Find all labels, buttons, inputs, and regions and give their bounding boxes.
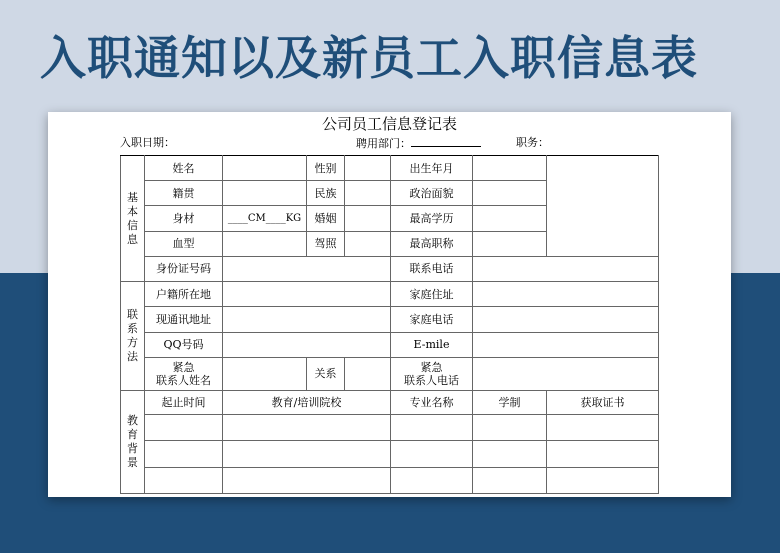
section-contact: 联系方法 bbox=[121, 282, 145, 391]
input-political[interactable] bbox=[473, 181, 547, 206]
label-native-place: 籍贯 bbox=[145, 181, 223, 206]
edu-period-cell[interactable] bbox=[145, 467, 223, 493]
input-title[interactable] bbox=[473, 231, 547, 256]
table-row bbox=[121, 307, 659, 332]
label-emergency-phone: 紧急 联系人电话 bbox=[391, 357, 473, 390]
edu-length-cell[interactable] bbox=[473, 415, 547, 441]
table-row bbox=[121, 467, 659, 493]
table-row bbox=[121, 357, 659, 390]
input-relation[interactable] bbox=[345, 357, 391, 390]
label-home-phone: 家庭电话 bbox=[391, 307, 473, 332]
section-education: 教育背景 bbox=[121, 391, 145, 494]
edu-certificate-cell[interactable] bbox=[547, 467, 659, 493]
input-home-phone[interactable] bbox=[473, 307, 659, 332]
input-ethnicity[interactable] bbox=[345, 181, 391, 206]
edu-school-cell[interactable] bbox=[223, 415, 391, 441]
edu-major-cell[interactable] bbox=[391, 467, 473, 493]
label-body: 身材 bbox=[145, 206, 223, 231]
edu-length-cell[interactable] bbox=[473, 467, 547, 493]
edu-major-cell[interactable] bbox=[391, 441, 473, 467]
label-household: 户籍所在地 bbox=[145, 282, 223, 307]
edu-period-cell[interactable] bbox=[145, 441, 223, 467]
input-emergency-phone[interactable] bbox=[473, 357, 659, 390]
label-license: 驾照 bbox=[307, 231, 345, 256]
label-political: 政治面貌 bbox=[391, 181, 473, 206]
label-phone: 联系电话 bbox=[391, 256, 473, 281]
header-period: 起止时间 bbox=[145, 391, 223, 415]
label-marriage: 婚姻 bbox=[307, 206, 345, 231]
input-home-address[interactable] bbox=[473, 282, 659, 307]
header-length: 学制 bbox=[473, 391, 547, 415]
entry-date-label: 入职日期： bbox=[120, 136, 175, 149]
label-current-address: 现通讯地址 bbox=[145, 307, 223, 332]
input-email[interactable] bbox=[473, 332, 659, 357]
label-home-address: 家庭住址 bbox=[391, 282, 473, 307]
position-label: 职务： bbox=[516, 136, 549, 149]
label-education-level: 最高学历 bbox=[391, 206, 473, 231]
table-row bbox=[121, 441, 659, 467]
edu-school-cell[interactable] bbox=[223, 467, 391, 493]
input-name[interactable] bbox=[223, 156, 307, 181]
label-birth: 出生年月 bbox=[391, 156, 473, 181]
header-certificate: 获取证书 bbox=[547, 391, 659, 415]
label-title: 最高职称 bbox=[391, 231, 473, 256]
input-education-level[interactable] bbox=[473, 206, 547, 231]
department-blank[interactable] bbox=[411, 135, 481, 147]
form-sheet bbox=[48, 112, 731, 497]
department-field bbox=[356, 135, 481, 152]
input-phone[interactable] bbox=[473, 256, 659, 281]
table-row bbox=[121, 415, 659, 441]
label-blood: 血型 bbox=[145, 231, 223, 256]
input-blood[interactable] bbox=[223, 231, 307, 256]
document-title: 公司员工信息登记表 bbox=[321, 115, 457, 133]
input-birth[interactable] bbox=[473, 156, 547, 181]
input-license[interactable] bbox=[345, 231, 391, 256]
employee-info-table bbox=[120, 155, 659, 494]
table-row bbox=[121, 156, 659, 181]
label-relation: 关系 bbox=[307, 357, 345, 390]
label-gender: 性别 bbox=[307, 156, 345, 181]
edu-length-cell[interactable] bbox=[473, 441, 547, 467]
section-basic: 基本信息 bbox=[121, 156, 145, 282]
table-row bbox=[121, 282, 659, 307]
edu-major-cell[interactable] bbox=[391, 415, 473, 441]
input-household[interactable] bbox=[223, 282, 391, 307]
input-current-address[interactable] bbox=[223, 307, 391, 332]
table-row bbox=[121, 332, 659, 357]
edu-certificate-cell[interactable] bbox=[547, 415, 659, 441]
input-emergency-name[interactable] bbox=[223, 357, 307, 390]
edu-school-cell[interactable] bbox=[223, 441, 391, 467]
input-qq[interactable] bbox=[223, 332, 391, 357]
label-name: 姓名 bbox=[145, 156, 223, 181]
input-id-no[interactable] bbox=[223, 256, 391, 281]
label-email: E-mile bbox=[391, 332, 473, 357]
header-school: 教育/培训院校 bbox=[223, 391, 391, 415]
label-ethnicity: 民族 bbox=[307, 181, 345, 206]
photo-box[interactable] bbox=[547, 156, 659, 257]
table-row bbox=[121, 391, 659, 415]
department-label: 聘用部门： bbox=[356, 137, 411, 150]
input-body[interactable]: ____CM____KG bbox=[223, 206, 307, 231]
edu-certificate-cell[interactable] bbox=[547, 441, 659, 467]
header-major: 专业名称 bbox=[391, 391, 473, 415]
input-gender[interactable] bbox=[345, 156, 391, 181]
label-id-no: 身份证号码 bbox=[145, 256, 223, 281]
banner-title: 入职通知以及新员工入职信息表 bbox=[40, 31, 698, 85]
table-row bbox=[121, 256, 659, 281]
edu-period-cell[interactable] bbox=[145, 415, 223, 441]
label-qq: QQ号码 bbox=[145, 332, 223, 357]
label-emergency-name: 紧急 联系人姓名 bbox=[145, 357, 223, 390]
input-marriage[interactable] bbox=[345, 206, 391, 231]
input-native-place[interactable] bbox=[223, 181, 307, 206]
